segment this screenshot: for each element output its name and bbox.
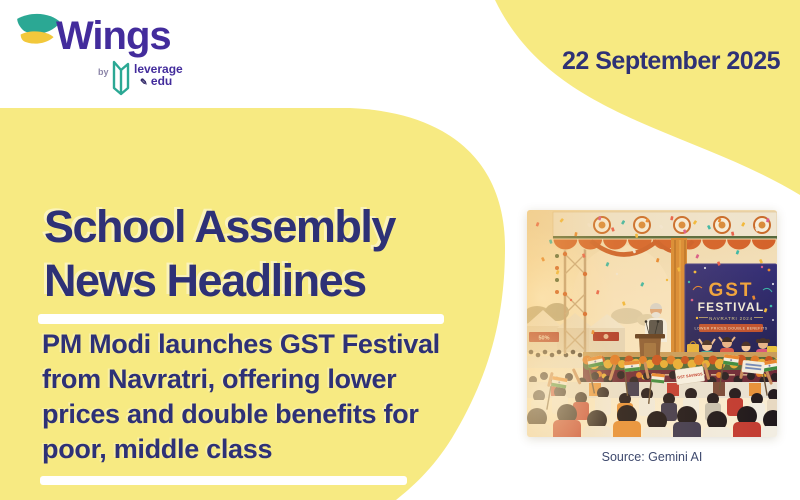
leverage-book-icon — [110, 58, 132, 98]
by-label: by — [98, 67, 109, 77]
summary-line: PM Modi launches GST Festival — [42, 329, 440, 359]
photo-source-caption: Source: Gemini AI — [601, 450, 703, 464]
headline-line1: School Assembly — [44, 201, 395, 252]
news-summary — [42, 327, 440, 467]
edu-label: edu — [150, 74, 173, 88]
summary-line: poor, middle class — [42, 434, 273, 464]
page-title — [44, 200, 395, 308]
wings-logo — [0, 0, 260, 108]
summary-underline — [40, 476, 407, 485]
pencil-icon: ✎ — [140, 77, 148, 87]
summary-line: from Navratri, offering lower — [42, 364, 397, 394]
leverage-edu-wordmark — [134, 63, 183, 88]
festival-photo — [527, 210, 777, 437]
headline-underline — [38, 314, 444, 324]
brand-name: Wings — [56, 14, 171, 58]
festival-photo-scene — [527, 210, 777, 437]
headline-line2: News Headlines — [44, 255, 366, 306]
date-badge: 22 September 2025 — [561, 47, 781, 75]
yellow-blob-top-right — [495, 0, 800, 195]
summary-line: prices and double benefits for — [42, 399, 419, 429]
leverage-label: leverage — [134, 62, 183, 76]
